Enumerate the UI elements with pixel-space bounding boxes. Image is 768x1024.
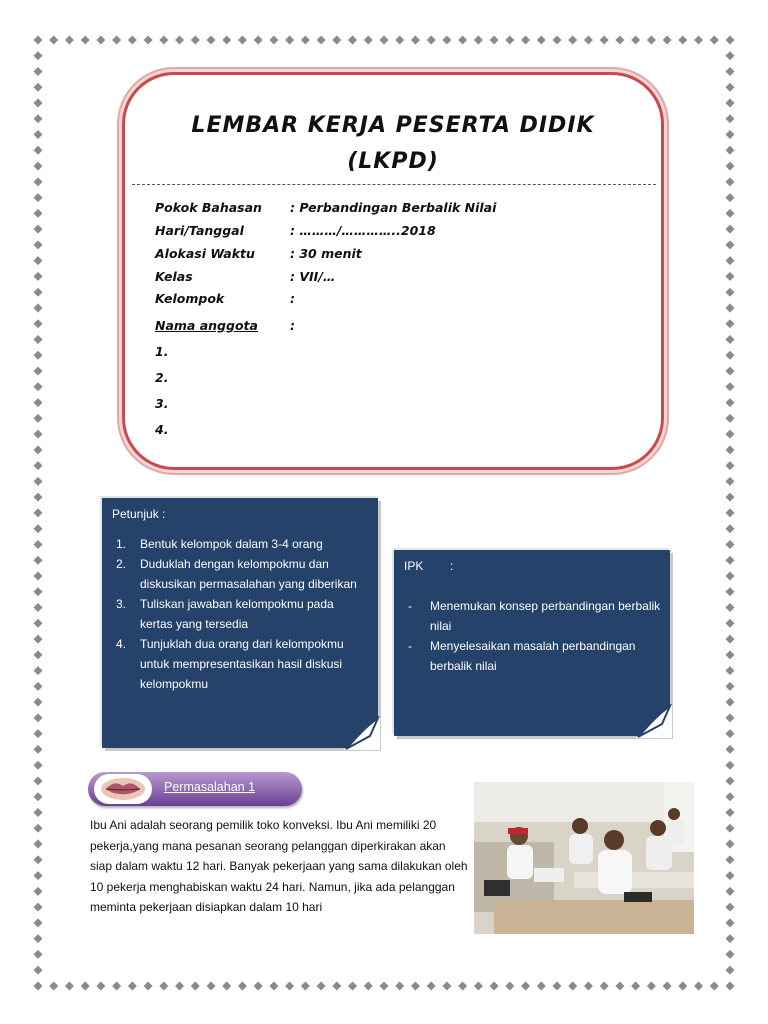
diamond-icon	[380, 982, 389, 991]
diamond-icon	[663, 36, 672, 45]
diamond-icon	[112, 982, 121, 991]
member-number: 1.	[155, 344, 169, 359]
petunjuk-title: Petunjuk :	[112, 507, 166, 521]
diamond-icon	[348, 36, 357, 45]
step-text: Tuliskan jawaban kelompokmu pada kertas yang tersedia	[140, 597, 334, 631]
diamond-icon	[34, 51, 43, 60]
diamond-icon	[34, 36, 43, 45]
diamond-icon	[34, 335, 43, 344]
diamond-icon	[726, 414, 735, 423]
diamond-icon	[726, 745, 735, 754]
diamond-icon	[726, 934, 735, 943]
diamond-icon	[34, 855, 43, 864]
diamond-icon	[34, 871, 43, 880]
diamond-icon	[238, 36, 247, 45]
field-value: : Perbandingan Berbalik Nilai	[290, 200, 497, 215]
diamond-icon	[65, 982, 74, 991]
diamond-icon	[34, 918, 43, 927]
diamond-icon	[301, 36, 310, 45]
diamond-icon	[505, 982, 514, 991]
diamond-icon	[332, 982, 341, 991]
step-text: Tunjuklah dua orang dari kelompokmu untuk mempresentasikan hasil diskusi kelompokmu	[140, 637, 344, 691]
diamond-icon	[34, 240, 43, 249]
diamond-icon	[34, 887, 43, 896]
diamond-icon	[81, 982, 90, 991]
diamond-icon	[34, 776, 43, 785]
list-item	[116, 554, 366, 594]
diamond-icon	[726, 540, 735, 549]
step-text: Duduklah dengan kelompokmu dan diskusikan permasalahan yang diberikan	[140, 557, 357, 591]
diamond-icon	[726, 761, 735, 770]
diamond-icon	[726, 792, 735, 801]
diamond-icon	[726, 650, 735, 659]
diamond-icon	[726, 240, 735, 249]
diamond-icon	[128, 982, 137, 991]
diamond-icon	[647, 36, 656, 45]
field-label: Pokok Bahasan	[155, 200, 262, 215]
diamond-icon	[34, 288, 43, 297]
diamond-icon	[317, 36, 326, 45]
field-value: : ………/…………..2018	[290, 223, 436, 238]
diamond-icon	[726, 193, 735, 202]
diamond-icon	[726, 918, 735, 927]
diamond-icon	[34, 193, 43, 202]
diamond-icon	[34, 177, 43, 186]
diamond-icon	[34, 225, 43, 234]
diamond-icon	[34, 982, 43, 991]
diamond-icon	[584, 982, 593, 991]
diamond-icon	[65, 36, 74, 45]
diamond-icon	[34, 303, 43, 312]
diamond-icon	[317, 982, 326, 991]
ipk-text: Menyelesaikan masalah perbandingan berbalik nilai	[430, 639, 636, 673]
diamond-icon	[34, 603, 43, 612]
diamond-icon	[521, 36, 530, 45]
petunjuk-steps	[116, 534, 366, 694]
diamond-icon	[726, 713, 735, 722]
lips-icon	[94, 774, 152, 804]
diamond-icon	[726, 855, 735, 864]
diamond-icon	[631, 36, 640, 45]
diamond-icon	[553, 36, 562, 45]
diamond-icon	[34, 272, 43, 281]
diamond-icon	[34, 398, 43, 407]
diamond-icon	[34, 713, 43, 722]
list-item	[116, 594, 366, 634]
field-value: : VII/…	[290, 269, 336, 284]
diamond-icon	[678, 36, 687, 45]
diamond-icon	[364, 982, 373, 991]
diamond-icon	[663, 982, 672, 991]
diamond-icon	[81, 36, 90, 45]
list-item	[404, 636, 666, 676]
diamond-icon	[144, 36, 153, 45]
member-number: 3.	[155, 396, 169, 411]
diamond-icon	[49, 982, 58, 991]
diamond-icon	[34, 698, 43, 707]
diamond-icon	[726, 871, 735, 880]
diamond-icon	[34, 83, 43, 92]
diamond-icon	[395, 36, 404, 45]
diamond-icon	[726, 225, 735, 234]
diamond-icon	[49, 36, 58, 45]
diamond-icon	[726, 367, 735, 376]
diamond-icon	[726, 445, 735, 454]
diamond-icon	[34, 840, 43, 849]
diamond-icon	[553, 982, 562, 991]
diamond-icon	[726, 162, 735, 171]
petunjuk-note	[102, 498, 378, 748]
diamond-icon	[537, 36, 546, 45]
diamond-icon	[726, 966, 735, 975]
tailor-workshop-photo	[474, 782, 694, 934]
diamond-icon	[34, 445, 43, 454]
header-card	[122, 72, 664, 470]
header-divider	[132, 184, 656, 185]
diamond-icon	[34, 508, 43, 517]
diamond-icon	[222, 36, 231, 45]
diamond-icon	[395, 982, 404, 991]
diamond-icon	[726, 524, 735, 533]
diamond-icon	[726, 477, 735, 486]
diamond-icon	[34, 587, 43, 596]
diamond-icon	[490, 982, 499, 991]
diamond-icon	[568, 982, 577, 991]
diamond-icon	[490, 36, 499, 45]
diamond-icon	[694, 36, 703, 45]
diamond-icon	[726, 572, 735, 581]
ipk-text: Menemukan konsep perbandingan berbalik nilai	[430, 599, 661, 633]
diamond-icon	[34, 635, 43, 644]
diamond-icon	[34, 114, 43, 123]
diamond-icon	[159, 982, 168, 991]
diamond-icon	[615, 982, 624, 991]
permasalahan-badge	[88, 772, 302, 806]
step-number: 1.	[116, 537, 127, 551]
diamond-icon	[191, 36, 200, 45]
diamond-icon	[726, 335, 735, 344]
diamond-icon	[34, 934, 43, 943]
diamond-icon	[726, 619, 735, 628]
diamond-icon	[726, 635, 735, 644]
diamond-icon	[726, 67, 735, 76]
diamond-icon	[34, 729, 43, 738]
diamond-icon	[726, 508, 735, 517]
step-number: 2.	[116, 557, 127, 571]
diamond-icon	[34, 477, 43, 486]
diamond-icon	[34, 666, 43, 675]
diamond-icon	[34, 792, 43, 801]
diamond-icon	[238, 982, 247, 991]
diamond-icon	[726, 114, 735, 123]
diamond-icon	[615, 36, 624, 45]
diamond-icon	[285, 36, 294, 45]
diamond-icon	[726, 729, 735, 738]
diamond-icon	[726, 319, 735, 328]
diamond-icon	[726, 682, 735, 691]
diamond-icon	[34, 414, 43, 423]
diamond-icon	[458, 982, 467, 991]
diamond-icon	[34, 99, 43, 108]
diamond-icon	[427, 982, 436, 991]
diamond-icon	[34, 966, 43, 975]
member-number: 4.	[155, 422, 169, 437]
diamond-icon	[34, 808, 43, 817]
diamond-icon	[647, 982, 656, 991]
diamond-icon	[726, 824, 735, 833]
diamond-icon	[505, 36, 514, 45]
diamond-icon	[332, 36, 341, 45]
ipk-title: IPK :	[404, 559, 454, 573]
field-label: Alokasi Waktu	[155, 246, 255, 261]
diamond-icon	[34, 461, 43, 470]
field-label: Kelas	[155, 269, 193, 284]
diamond-icon	[710, 36, 719, 45]
diamond-icon	[694, 982, 703, 991]
member-number: 2.	[155, 370, 169, 385]
field-value: :	[290, 291, 295, 306]
diamond-icon	[34, 209, 43, 218]
diamond-icon	[726, 51, 735, 60]
diamond-icon	[726, 950, 735, 959]
diamond-icon	[411, 982, 420, 991]
diamond-icon	[191, 982, 200, 991]
diamond-icon	[34, 430, 43, 439]
problem-text: Ibu Ani adalah seorang pemilik toko konveksi. Ibu Ani memiliki 20 pekerja,yang mana pesanan seorang pelanggan diperkirakan akan siap dalam waktu 12 hari. Banyak pekerjaan yang sama dilakukan oleh 10 pekerja menghabiskan waktu 24 hari. Namun, jika ada pelanggan meminta pekerjaan disiapkan dalam 10 hari	[90, 818, 468, 914]
diamond-icon	[34, 493, 43, 502]
diamond-icon	[474, 982, 483, 991]
diamond-icon	[34, 367, 43, 376]
ipk-list	[404, 596, 666, 676]
diamond-icon	[34, 146, 43, 155]
step-text: Bentuk kelompok dalam 3-4 orang	[140, 537, 323, 551]
diamond-icon	[96, 982, 105, 991]
diamond-icon	[600, 36, 609, 45]
field-label: Nama anggota	[155, 318, 258, 333]
diamond-icon	[568, 36, 577, 45]
diamond-icon	[34, 256, 43, 265]
diamond-icon	[726, 398, 735, 407]
diamond-icon	[600, 982, 609, 991]
diamond-icon	[348, 982, 357, 991]
diamond-icon	[34, 382, 43, 391]
diamond-icon	[726, 130, 735, 139]
diamond-icon	[726, 808, 735, 817]
dash-bullet: -	[408, 599, 412, 613]
diamond-icon	[34, 67, 43, 76]
diamond-icon	[34, 824, 43, 833]
diamond-icon	[34, 650, 43, 659]
diamond-icon	[364, 36, 373, 45]
diamond-icon	[726, 288, 735, 297]
diamond-icon	[678, 982, 687, 991]
list-item	[116, 534, 366, 554]
diamond-icon	[726, 256, 735, 265]
diamond-icon	[175, 36, 184, 45]
diamond-icon	[442, 36, 451, 45]
diamond-icon	[726, 351, 735, 360]
diamond-icon	[726, 887, 735, 896]
diamond-icon	[726, 303, 735, 312]
diamond-icon	[726, 209, 735, 218]
diamond-icon	[159, 36, 168, 45]
field-value: : 30 menit	[290, 246, 362, 261]
step-number: 4.	[116, 637, 127, 651]
diamond-icon	[726, 666, 735, 675]
diamond-icon	[726, 146, 735, 155]
page-title: LEMBAR KERJA PESERTA DIDIK	[191, 113, 595, 138]
list-item	[116, 634, 366, 694]
diamond-icon	[726, 603, 735, 612]
page-subtitle: (LKPD)	[347, 149, 439, 174]
field-label: Hari/Tanggal	[155, 223, 244, 238]
diamond-icon	[631, 982, 640, 991]
diamond-icon	[34, 162, 43, 171]
diamond-icon	[34, 761, 43, 770]
diamond-icon	[726, 840, 735, 849]
diamond-icon	[380, 36, 389, 45]
diamond-icon	[34, 572, 43, 581]
list-item	[404, 596, 666, 636]
diamond-icon	[34, 319, 43, 328]
diamond-icon	[285, 982, 294, 991]
permasalahan-label: Permasalahan 1	[164, 780, 256, 794]
diamond-icon	[34, 556, 43, 565]
diamond-icon	[726, 177, 735, 186]
diamond-icon	[726, 430, 735, 439]
dash-bullet: -	[408, 639, 412, 653]
diamond-icon	[726, 99, 735, 108]
diamond-icon	[269, 982, 278, 991]
diamond-icon	[710, 982, 719, 991]
diamond-icon	[207, 982, 216, 991]
diamond-icon	[112, 36, 121, 45]
diamond-icon	[34, 682, 43, 691]
diamond-icon	[726, 36, 735, 45]
diamond-icon	[175, 982, 184, 991]
diamond-icon	[458, 36, 467, 45]
diamond-icon	[128, 36, 137, 45]
diamond-icon	[301, 982, 310, 991]
diamond-icon	[34, 950, 43, 959]
diamond-icon	[521, 982, 530, 991]
ipk-note	[394, 550, 670, 736]
diamond-icon	[726, 493, 735, 502]
diamond-icon	[726, 272, 735, 281]
diamond-icon	[34, 524, 43, 533]
diamond-icon	[474, 36, 483, 45]
diamond-icon	[726, 903, 735, 912]
diamond-icon	[726, 776, 735, 785]
diamond-icon	[34, 540, 43, 549]
diamond-icon	[726, 382, 735, 391]
diamond-icon	[34, 745, 43, 754]
diamond-icon	[726, 587, 735, 596]
diamond-icon	[144, 982, 153, 991]
field-value: :	[290, 318, 295, 333]
diamond-icon	[34, 351, 43, 360]
step-number: 3.	[116, 597, 127, 611]
diamond-icon	[726, 556, 735, 565]
diamond-icon	[537, 982, 546, 991]
diamond-icon	[726, 982, 735, 991]
diamond-icon	[34, 130, 43, 139]
page-curl-icon	[628, 704, 672, 738]
field-label: Kelompok	[155, 291, 225, 306]
diamond-icon	[207, 36, 216, 45]
diamond-icon	[96, 36, 105, 45]
diamond-icon	[584, 36, 593, 45]
diamond-icon	[442, 982, 451, 991]
diamond-icon	[726, 83, 735, 92]
diamond-icon	[34, 903, 43, 912]
diamond-icon	[411, 36, 420, 45]
diamond-icon	[254, 36, 263, 45]
diamond-icon	[726, 698, 735, 707]
diamond-icon	[254, 982, 263, 991]
page-curl-icon	[336, 716, 380, 750]
diamond-icon	[34, 619, 43, 628]
diamond-icon	[269, 36, 278, 45]
diamond-icon	[427, 36, 436, 45]
diamond-icon	[222, 982, 231, 991]
diamond-icon	[726, 461, 735, 470]
